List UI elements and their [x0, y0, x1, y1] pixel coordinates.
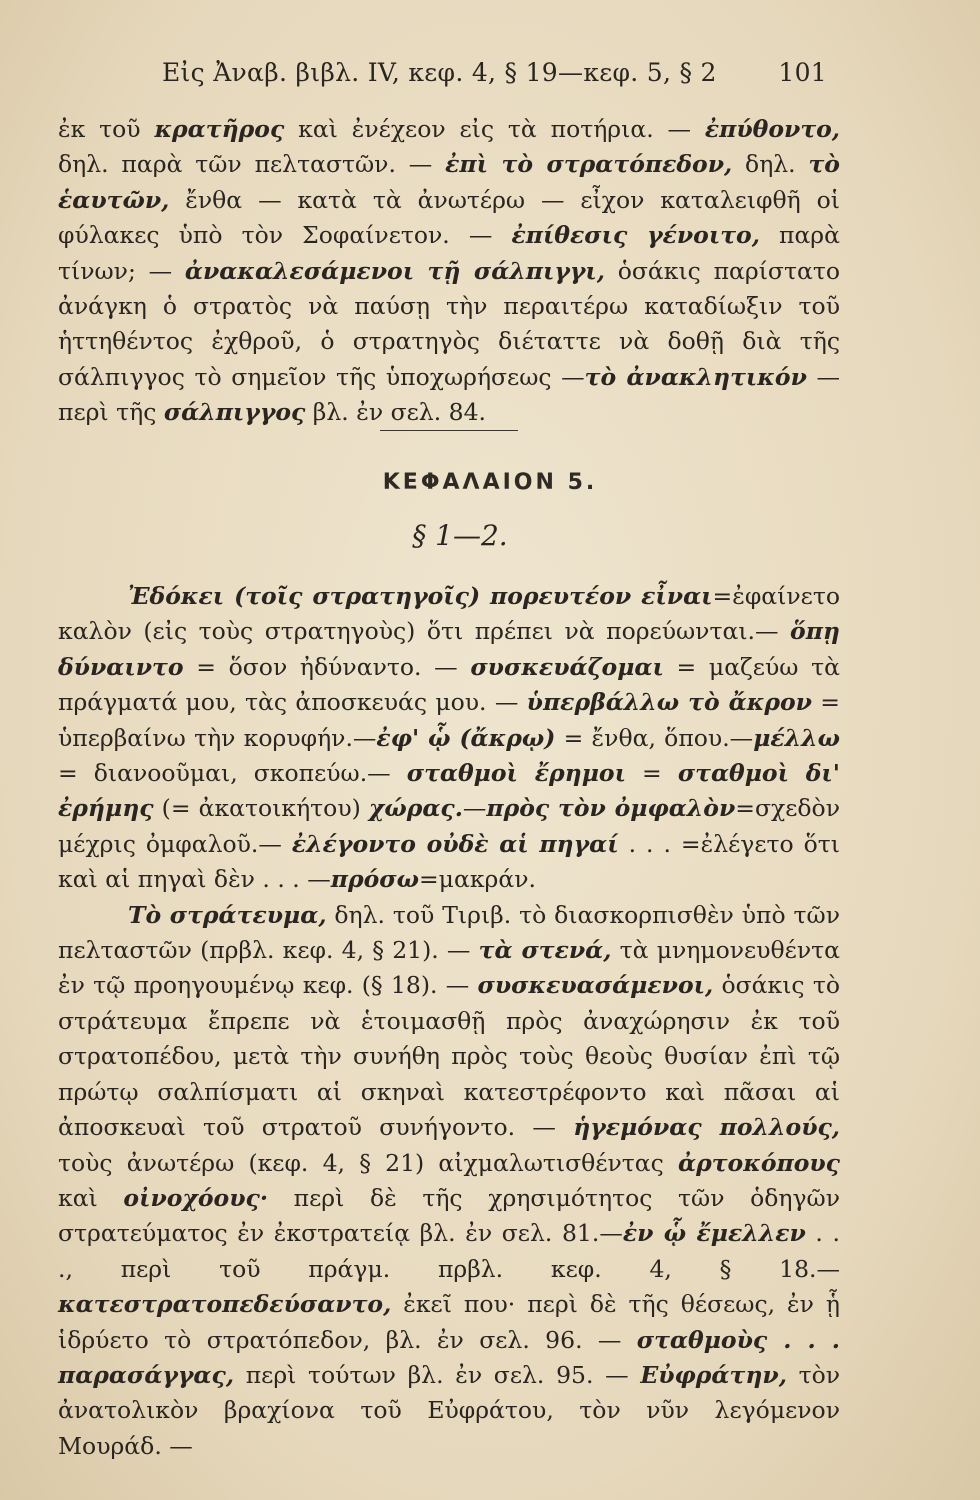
- lemma-term: χώρας.: [368, 794, 463, 823]
- lemma-term: ἐλέγοντο οὐδὲ αἱ πηγαί: [291, 829, 619, 858]
- lemma-term: τὸ ἀνακλητικόν: [584, 362, 807, 391]
- commentary-text: —περὶ τῆς: [58, 362, 840, 427]
- commentary-text: =σχεδὸν μέχρις ὀμφαλοῦ.—: [58, 794, 840, 858]
- commentary-text: = διανοοῦμαι, σκοπεύω.—: [58, 759, 407, 788]
- commentary-text: . . ., περὶ τοῦ πράγμ. πρβλ. κεφ. 4, § 18.—: [58, 1219, 840, 1283]
- lemma-term: οἰνοχόους·: [123, 1183, 269, 1212]
- lemma-term: σταθμοὶ ἔρημοι: [406, 759, 626, 788]
- commentary-text: τοὺς ἀνωτέρω (κεφ. 4, § 21) αἰχμαλωτισθέντας: [58, 1148, 679, 1177]
- lemma-term: ἀνακαλεσάμενοι τῇ σάλπιγγι,: [184, 256, 605, 285]
- lemma-term: Εὐφράτην,: [640, 1360, 787, 1389]
- lemma-term: ὅπῃ δύναιντο: [58, 617, 840, 681]
- commentary-text: (= ἀκατοικήτου): [153, 794, 369, 823]
- commentary-chapter-5: [58, 579, 840, 1464]
- lemma-term: ὑπερβάλλω τὸ ἄκρον: [526, 688, 812, 717]
- lemma-term: τὸ ἑαυτῶν,: [58, 150, 840, 214]
- lemma-term: ἀρτοκόπους: [678, 1148, 840, 1177]
- lemma-term: μέλλω: [753, 723, 841, 752]
- chapter-heading: ΚΕΦΑΛΑΙΟΝ 5.: [382, 470, 598, 495]
- commentary-text: δηλ.: [732, 150, 809, 179]
- commentary-text: = ἔνθα, ὅπου.—: [555, 723, 754, 752]
- commentary-text: τὸν ἀνατολικὸν βραχίονα τοῦ Εὐφράτου, τὸν νῦν λεγόμενον Μουράδ. —: [58, 1360, 841, 1460]
- commentary-paragraph: [58, 898, 840, 1465]
- lemma-term: ἐπὶ τὸ στρατόπεδον,: [445, 150, 733, 179]
- page-number: 101: [778, 58, 827, 87]
- commentary-text: =ἐφαίνετο καλὸν (εἰς τοὺς στρατηγοὺς) ὅτι πρέπει νὰ πορεύωνται.—: [58, 582, 840, 646]
- commentary-text: περὶ τούτων βλ. ἐν σελ. 95. —: [234, 1360, 641, 1389]
- commentary-continued: [58, 112, 840, 431]
- commentary-text: ἐκεῖ που· περὶ δὲ τῆς θέσεως, ἐν ᾗ ἱδρύετο τὸ στρατόπεδον, βλ. ἐν σελ. 96. —: [58, 1290, 840, 1354]
- commentary-text: =: [625, 759, 678, 788]
- lemma-term: κρατῆρος: [154, 115, 285, 143]
- lemma-term: ἐπίθεσις γένοιτο,: [511, 221, 760, 250]
- commentary-text: καὶ: [58, 1183, 124, 1212]
- commentary-text: τὰ μνημονευθέντα ἐν τῷ προηγουμένῳ κεφ. (§ 18). —: [58, 936, 841, 1000]
- section-heading: § 1—2.: [412, 519, 508, 552]
- commentary-text: ὁσάκις τὸ στράτευμα ἔπρεπε νὰ ἑτοιμασθῇ πρὸς ἀναχώρησιν ἐκ τοῦ στρατοπέδου, μετὰ τὴν συνήθη πρὸς τοὺς θεοὺς θυσίαν ἐπὶ τῷ πρώτῳ σαλπίσματι αἱ σκηναὶ κατεστρέφοντο καὶ πᾶσαι αἱ ἀποσκευαὶ τοῦ στρατοῦ συνήγοντο. —: [58, 971, 840, 1142]
- commentary-text: =μακράν.: [418, 865, 536, 894]
- lemma-term: ἐν ᾧ ἔμελλεν: [622, 1219, 806, 1248]
- separator-rule: [380, 430, 518, 431]
- running-title: Εἰς Ἀναβ. βιβλ. IV, κεφ. 4, § 19—κεφ. 5, § 2: [162, 58, 717, 87]
- lemma-term: συσκευασάμενοι,: [477, 971, 714, 1000]
- commentary-text: . . . =ἐλέγετο ὅτι καὶ αἱ πηγαὶ δὲν . . . —: [58, 829, 840, 894]
- lemma-term: πρόσω: [330, 865, 419, 894]
- commentary-text: δηλ. παρὰ τῶν πελταστῶν. —: [58, 150, 446, 179]
- lemma-term: ἐπύθοντο,: [704, 115, 840, 143]
- lemma-term: πρὸς τὸν ὀμφαλὸν: [486, 794, 736, 823]
- commentary-text: βλ. ἐν σελ. 84.: [305, 398, 487, 427]
- lemma-term: κατεστρατοπεδεύσαντο,: [58, 1290, 392, 1319]
- commentary-paragraph: [58, 579, 840, 898]
- commentary-text: = ὑπερβαίνω τὴν κορυφήν.—: [58, 688, 840, 752]
- lemma-term: συσκευάζομαι: [470, 652, 664, 681]
- lemma-term: Ἐδόκει (τοῖς στρατηγοῖς) πορευτέον εἶναι: [128, 582, 713, 610]
- lemma-term: σάλπιγγος: [163, 398, 306, 427]
- commentary-text: παρὰ τίνων; —: [58, 221, 840, 285]
- commentary-text: περὶ δὲ τῆς χρησιμότητος τῶν ὁδηγῶν στρατεύματος ἐν ἐκστρατείᾳ βλ. ἐν σελ. 81.—: [58, 1183, 840, 1248]
- commentary-text: καὶ ἐνέχεον εἰς τὰ ποτήρια. —: [284, 115, 705, 143]
- commentary-text: = ὅσον ἠδύναντο. —: [183, 652, 471, 681]
- lemma-term: σταθμοὶ δι' ἐρήμης: [58, 759, 840, 823]
- commentary-text: ἐκ τοῦ: [58, 115, 155, 143]
- commentary-text: —: [462, 794, 487, 823]
- lemma-term: ἐφ' ᾧ (ἄκρῳ): [376, 723, 556, 752]
- lemma-term: Τὸ στράτευμα,: [128, 900, 327, 929]
- commentary-text: ἔνθα — κατὰ τὰ ἀνωτέρω — εἶχον καταλειφθῆ οἱ φύλακες ὑπὸ τὸν Σοφαίνετον. —: [58, 185, 840, 250]
- lemma-term: τὰ στενά,: [478, 936, 612, 965]
- lemma-term: σταθμοὺς . . . παρασάγγας,: [58, 1325, 840, 1389]
- top-paragraph: [58, 112, 840, 431]
- lemma-term: ἡγεμόνας πολλούς,: [573, 1113, 840, 1142]
- commentary-text: δηλ. τοῦ Τιριβ. τὸ διασκορπισθὲν ὑπὸ τῶν πελταστῶν (πρβλ. κεφ. 4, § 21). —: [58, 900, 840, 965]
- commentary-text: ὁσάκις παρίστατο ἀνάγκη ὁ στρατὸς νὰ παύσῃ τὴν περαιτέρω καταδίωξιν τοῦ ἡττηθέντος ἐχθροῦ, ὁ στρατηγὸς διέταττε νὰ δοθῇ διὰ τῆς σάλπιγγος τὸ σημεῖον τῆς ὑποχωρήσεως —: [58, 256, 840, 391]
- commentary-text: = μαζεύω τὰ πράγματά μου, τὰς ἀποσκευάς μου. —: [58, 652, 840, 717]
